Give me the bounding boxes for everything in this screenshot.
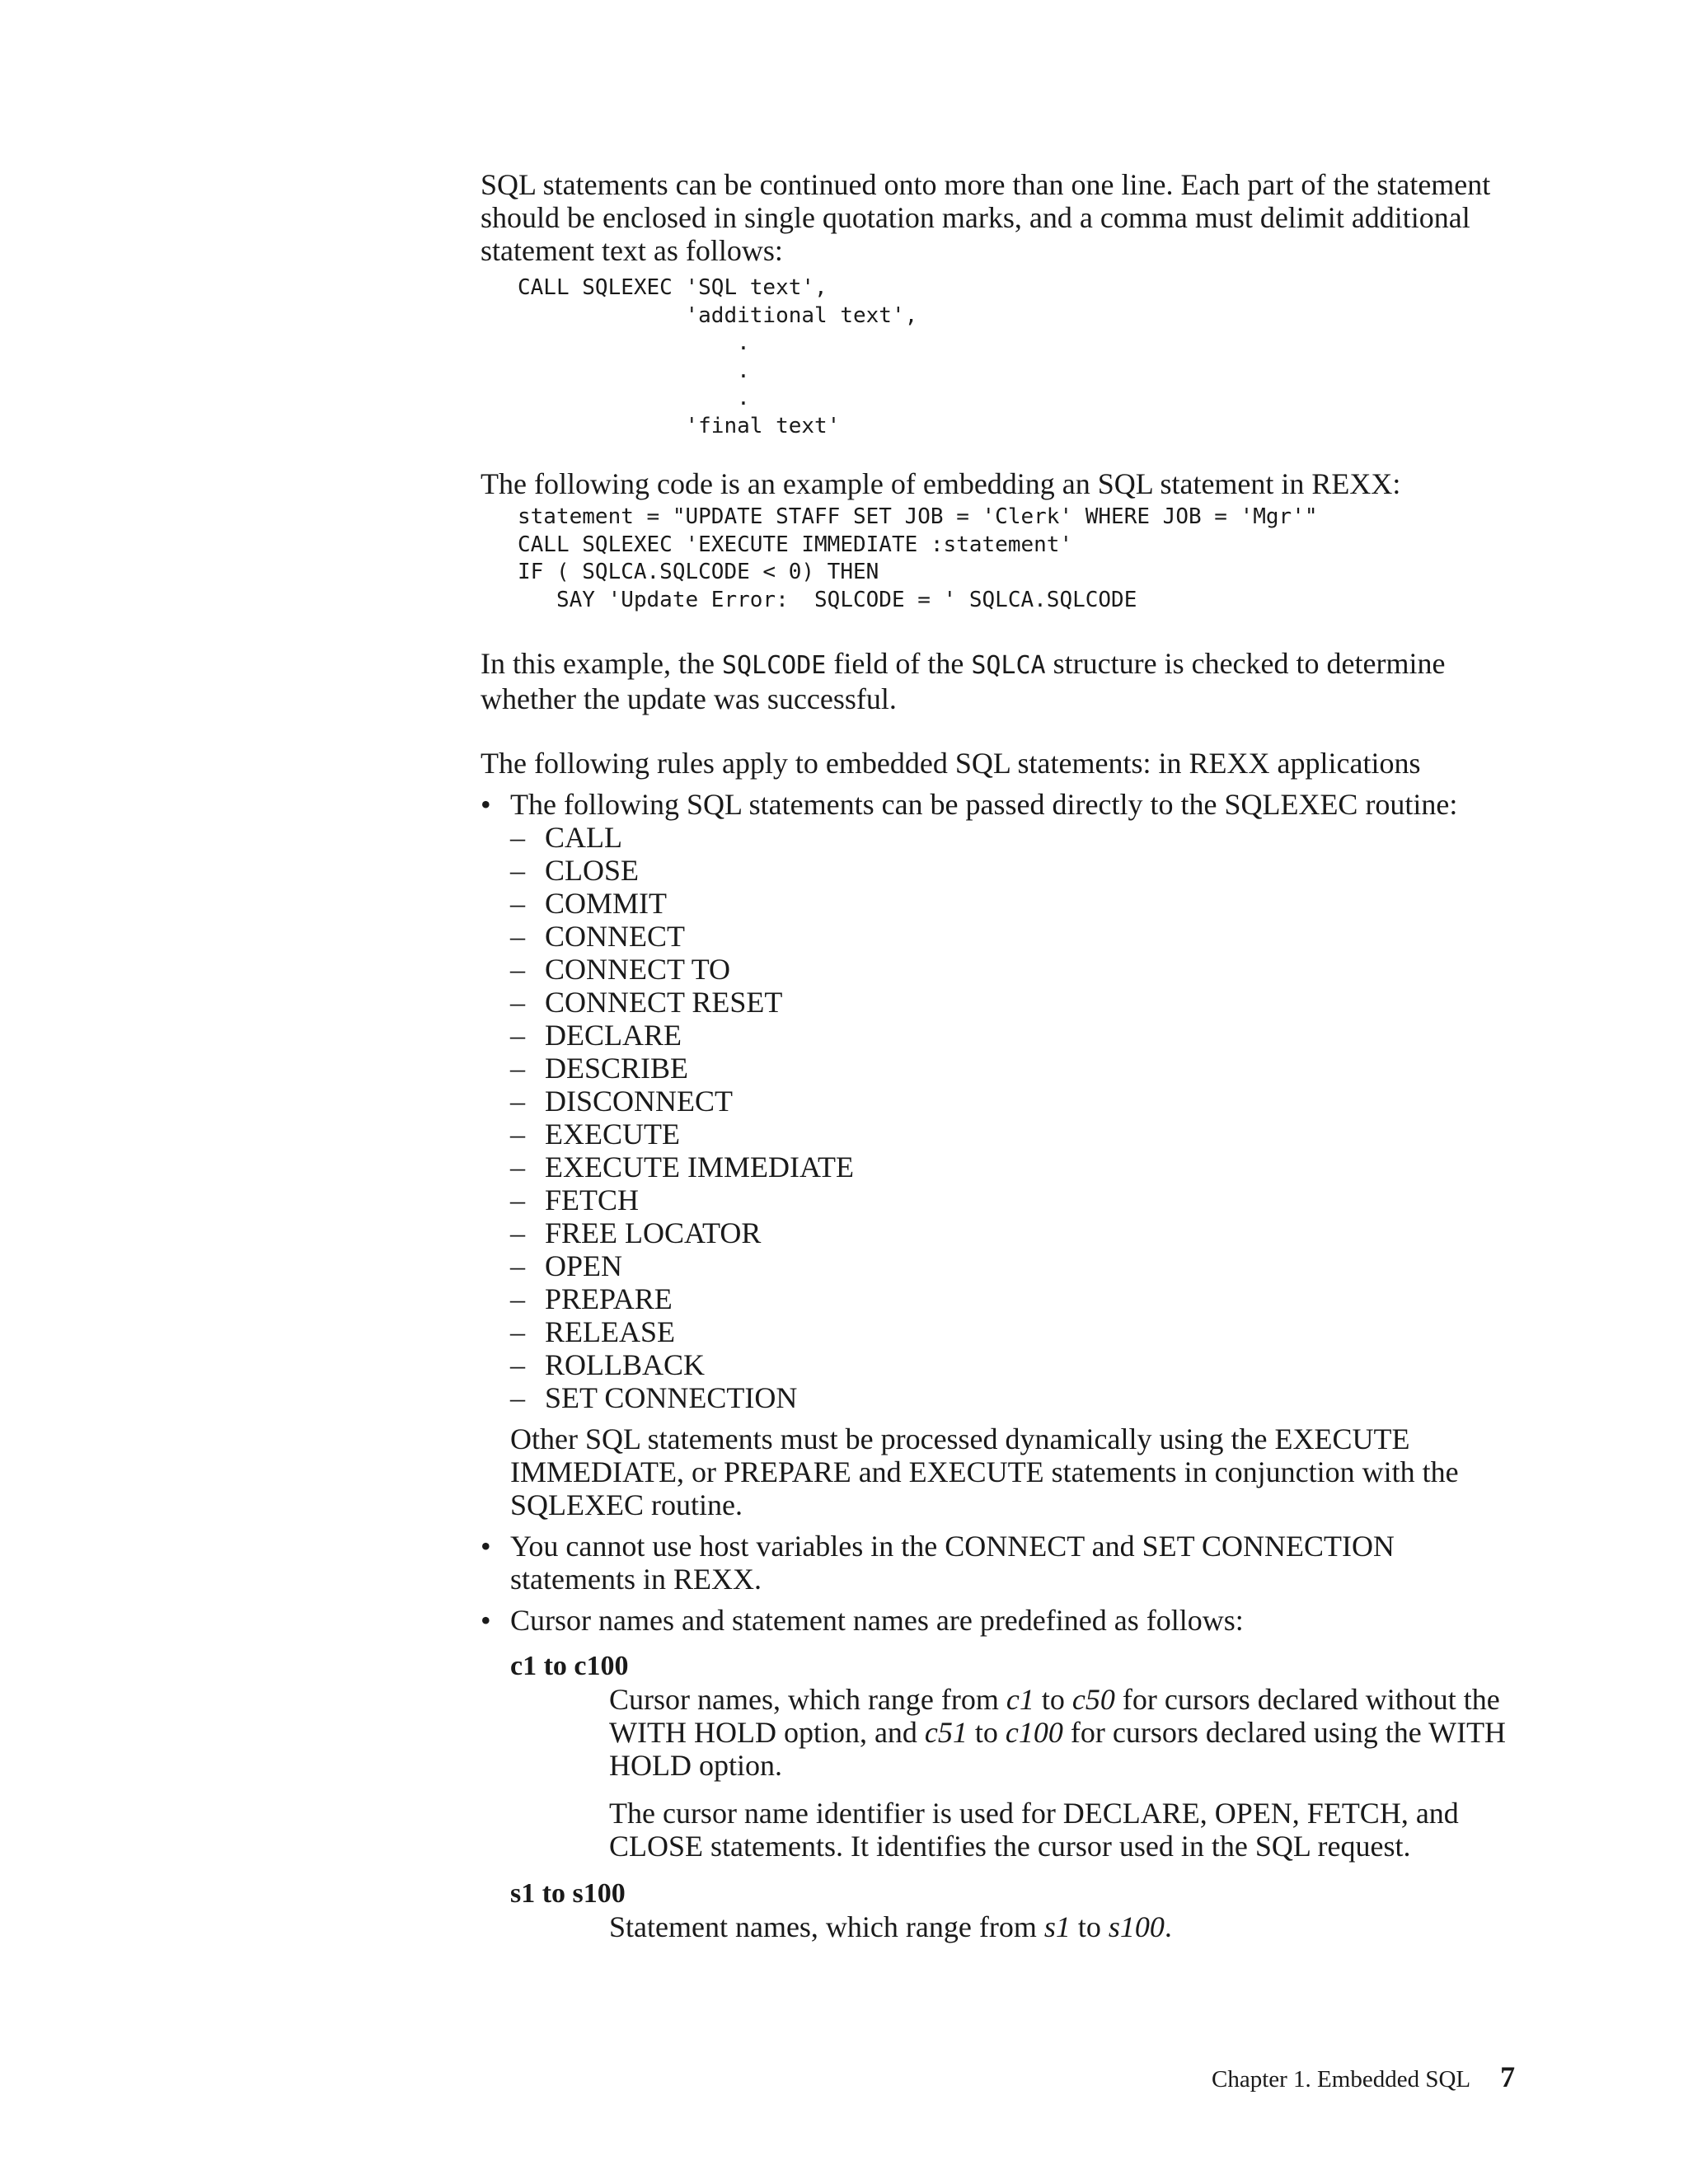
definition-text: to [1034, 1683, 1072, 1716]
statement-list [510, 821, 1511, 1414]
statement-item [510, 1052, 1511, 1085]
dash-icon: – [510, 1348, 525, 1381]
rule-item-host-variables [481, 1530, 1511, 1596]
statement-name: RELEASE [545, 1315, 675, 1348]
statement-item [510, 1315, 1511, 1348]
definition-list [510, 1650, 1511, 1943]
rules-list [481, 788, 1511, 1943]
rule-text: The following SQL statements can be passed directly to the SQLEXEC routine: [510, 788, 1458, 821]
statement-item [510, 1249, 1511, 1282]
statement-item [510, 1183, 1511, 1216]
dash-icon: – [510, 887, 525, 920]
definition-cursor-usage: The cursor name identifier is used for DECLARE, OPEN, FETCH, and CLOSE statements. It identifies the cursor used in the SQL request. [609, 1797, 1459, 1863]
bullet-icon: • [481, 1604, 491, 1637]
statement-item [510, 986, 1511, 1019]
statement-item [510, 887, 1511, 920]
rule-item-statements [481, 788, 1511, 1521]
page-number: 7 [1500, 2060, 1516, 2093]
statement-name: CLOSE [545, 854, 640, 887]
statement-item [510, 1019, 1511, 1052]
dash-icon: – [510, 920, 525, 953]
code-line: SAY 'Update Error: SQLCODE = ' SQLCA.SQLCODE [518, 587, 1137, 612]
statement-name: FETCH [545, 1183, 640, 1216]
rule-text: Cursor names and statement names are predefined as follows: [510, 1604, 1244, 1637]
statement-item [510, 920, 1511, 953]
statement-item [510, 1348, 1511, 1381]
definition-text: Statement names, which range from [609, 1910, 1044, 1943]
definition-cursor-range [609, 1683, 1511, 1782]
inline-code-sqlcode: SQLCODE [721, 651, 827, 680]
definition-italic: c50 [1071, 1683, 1115, 1716]
definition-text: to [1070, 1910, 1109, 1943]
code-line: IF ( SQLCA.SQLCODE < 0) THEN [518, 560, 879, 584]
dash-icon: – [510, 1151, 525, 1183]
code-line: 'additional text', [518, 302, 918, 328]
definition-text: . [1164, 1910, 1172, 1943]
definition-term-statement: s1 to s100 [510, 1878, 626, 1909]
statement-item [510, 1216, 1511, 1249]
statement-item [510, 953, 1511, 986]
code-line: CALL SQLEXEC 'EXECUTE IMMEDIATE :statement' [518, 532, 1073, 557]
definition-italic: s100 [1108, 1910, 1165, 1943]
statement-name: CONNECT RESET [545, 986, 783, 1019]
statement-name: COMMIT [545, 887, 668, 920]
code-line: . [518, 358, 750, 383]
statement-name: DECLARE [545, 1019, 682, 1052]
dynamic-processing-note: Other SQL statements must be processed dynamically using the EXECUTE IMMEDIATE, or PREPARE and EXECUTE statements in conjunction with the SQLEXEC routine. [510, 1422, 1459, 1521]
definition-italic: s1 [1043, 1910, 1071, 1943]
bullet-icon: • [481, 788, 491, 821]
dash-icon: – [510, 1183, 525, 1216]
inline-code-sqlca: SQLCA [971, 651, 1046, 680]
rules-intro-paragraph: The following rules apply to embedded SQL statements: in REXX applications [481, 747, 1421, 780]
statement-item [510, 1118, 1511, 1151]
dash-icon: – [510, 1052, 525, 1085]
definition-text: for cursors declared without the WITH HOLD option, and [609, 1683, 1500, 1749]
chapter-title: Chapter 1. Embedded SQL [1212, 2066, 1471, 2093]
statement-item [510, 1381, 1511, 1414]
code-line: statement = "UPDATE STAFF SET JOB = 'Clerk' WHERE JOB = 'Mgr'" [518, 504, 1318, 529]
definition-statement-range [609, 1910, 1511, 1943]
definition-term-cursor: c1 to c100 [510, 1651, 629, 1681]
definition-text: Cursor names, which range from [609, 1683, 1006, 1716]
page-footer [1212, 2060, 1515, 2096]
statement-item [510, 854, 1511, 887]
definition-text: to [967, 1716, 1006, 1749]
statement-name: ROLLBACK [545, 1348, 706, 1381]
explanation-text: structure is checked to determine whether the update was successful. [481, 647, 1446, 715]
statement-item [510, 1151, 1511, 1183]
explanation-text: In this example, the [481, 647, 722, 680]
dash-icon: – [510, 1249, 525, 1282]
dash-icon: – [510, 821, 525, 854]
statement-name: CALL [545, 821, 622, 854]
rule-item-predefined-names [481, 1604, 1511, 1943]
definition-text: for cursors declared using the WITH HOLD option. [609, 1716, 1507, 1782]
intro-paragraph: SQL statements can be continued onto more than one line. Each part of the statement should be enclosed in single quotation marks, and a comma must delimit additional statement text as follows: [481, 168, 1491, 267]
code-line: . [518, 330, 750, 355]
definition-italic: c1 [1006, 1683, 1034, 1716]
statement-item [510, 821, 1511, 854]
statement-name: SET CONNECTION [545, 1381, 798, 1414]
statement-name: CONNECT [545, 920, 685, 953]
page-content [481, 168, 1511, 1943]
statement-name: PREPARE [545, 1282, 673, 1315]
statement-item [510, 1085, 1511, 1118]
statement-name: OPEN [545, 1249, 623, 1282]
dash-icon: – [510, 1216, 525, 1249]
example-intro-paragraph: The following code is an example of embedding an SQL statement in REXX: [481, 467, 1401, 500]
bullet-icon: • [481, 1530, 491, 1563]
statement-name: CONNECT TO [545, 953, 731, 986]
explanation-paragraph [481, 647, 1511, 715]
definition-italic: c51 [924, 1716, 968, 1749]
code-block-example [518, 504, 1511, 614]
statement-name: DESCRIBE [545, 1052, 689, 1085]
dash-icon: – [510, 1019, 525, 1052]
statement-name: DISCONNECT [545, 1085, 734, 1118]
dash-icon: – [510, 986, 525, 1019]
code-line: CALL SQLEXEC 'SQL text', [518, 275, 828, 300]
dash-icon: – [510, 953, 525, 986]
code-line: 'final text' [518, 413, 841, 438]
dash-icon: – [510, 854, 525, 887]
rule-text: You cannot use host variables in the CONNECT and SET CONNECTION statements in REXX. [510, 1530, 1395, 1596]
dash-icon: – [510, 1315, 525, 1348]
dash-icon: – [510, 1085, 525, 1118]
definition-italic: c100 [1005, 1716, 1063, 1749]
statement-name: FREE LOCATOR [545, 1216, 762, 1249]
code-block-continuation [518, 274, 1511, 440]
statement-item [510, 1282, 1511, 1315]
statement-name: EXECUTE [545, 1118, 680, 1151]
dash-icon: – [510, 1282, 525, 1315]
code-line: . [518, 386, 750, 410]
dash-icon: – [510, 1118, 525, 1151]
dash-icon: – [510, 1381, 525, 1414]
explanation-text: field of the [826, 647, 972, 680]
statement-name: EXECUTE IMMEDIATE [545, 1151, 854, 1183]
